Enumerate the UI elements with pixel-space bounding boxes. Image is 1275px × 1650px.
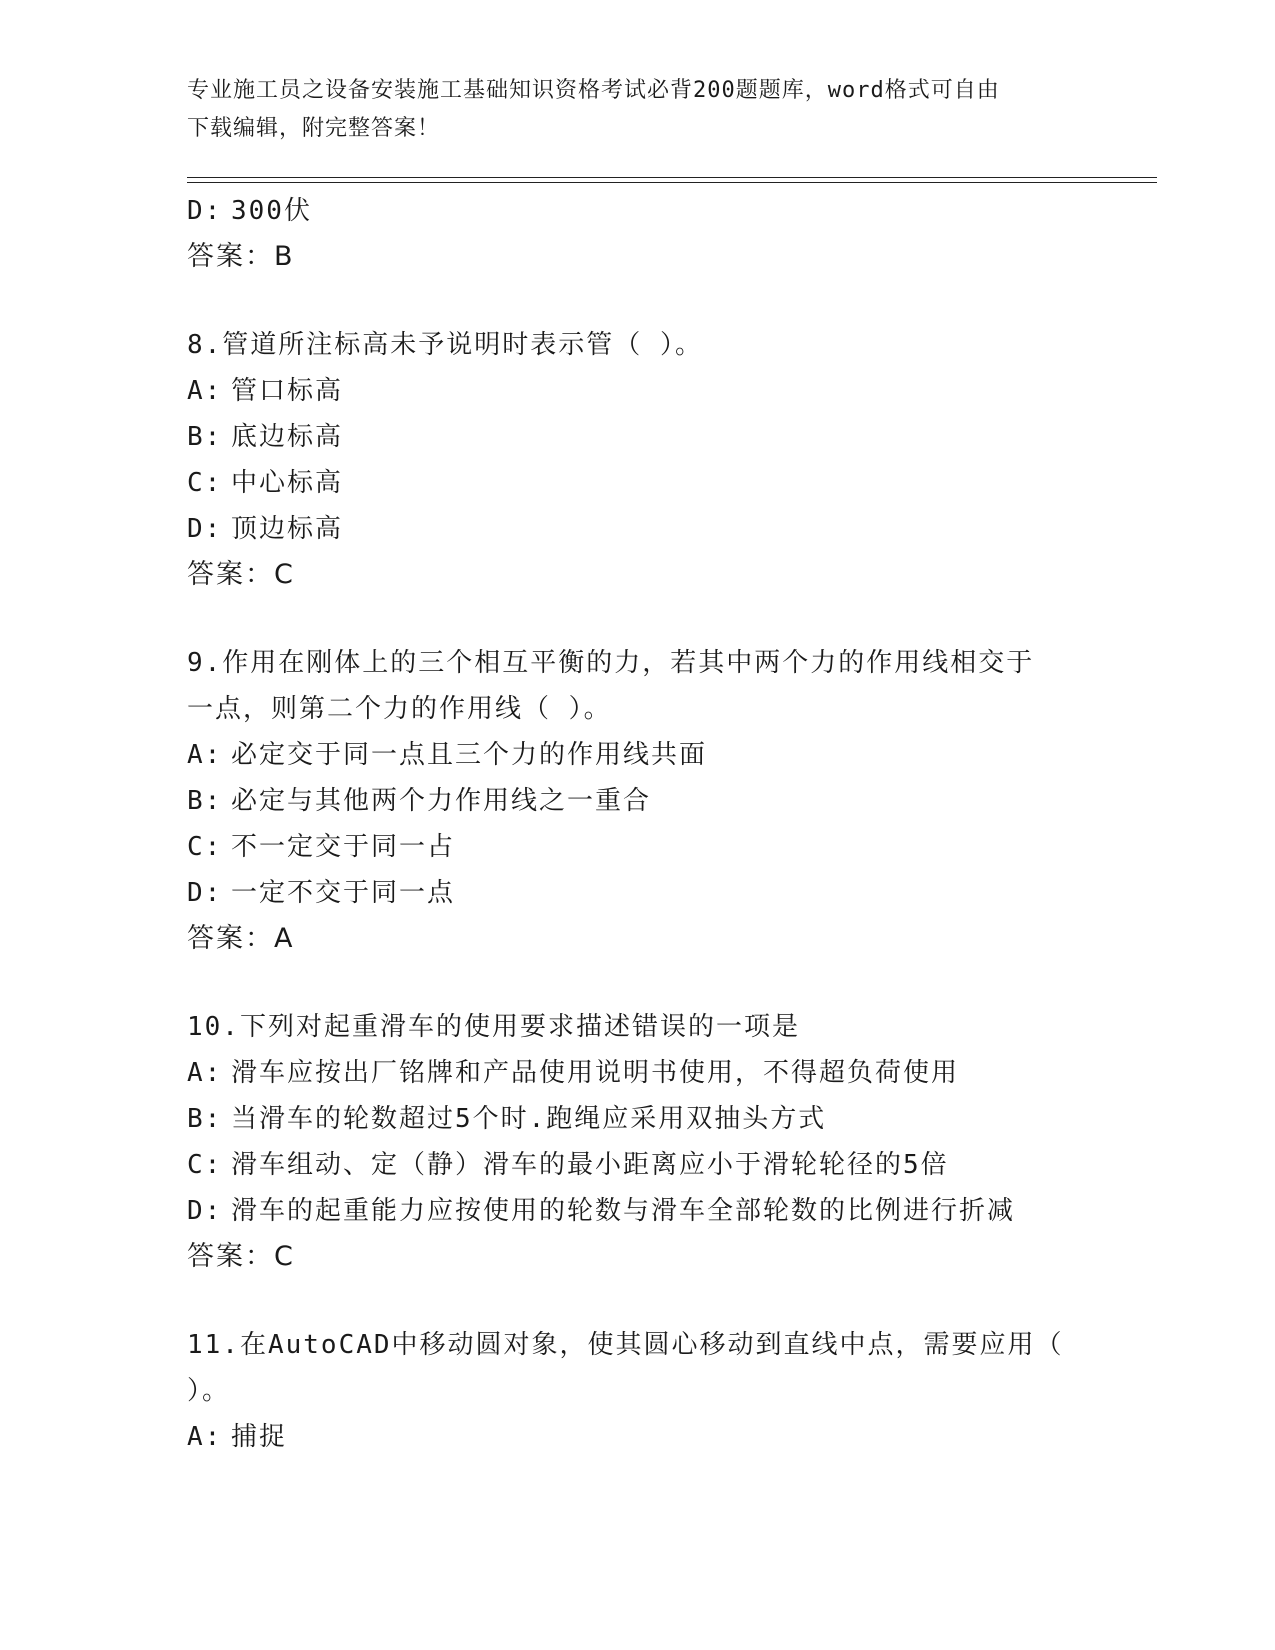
answer-line: 答案：C xyxy=(187,559,295,590)
option-text: 滑车应按出厂铭牌和产品使用说明书使用，不得超负荷使用 xyxy=(231,1058,960,1088)
option-d xyxy=(187,870,1067,916)
question-stem: 10.下列对起重滑车的使用要求描述错误的一项是 xyxy=(187,1012,800,1042)
option-label: A: xyxy=(187,376,223,406)
option-label: D: xyxy=(187,196,223,226)
option-text: 必定与其他两个力作用线之一重合 xyxy=(231,786,652,816)
option-d xyxy=(187,506,1067,552)
option-label: B: xyxy=(187,1104,223,1134)
question-stem-continued: 一点，则第二个力的作用线（ ）。 xyxy=(187,694,612,724)
question-9 xyxy=(187,640,1067,962)
question-stem: 9.作用在刚体上的三个相互平衡的力，若其中两个力的作用线相交于 xyxy=(187,648,1035,678)
option-text: 管口标高 xyxy=(231,376,344,406)
header-line-2: 下载编辑，附完整答案！ xyxy=(187,116,441,141)
answer-line: 答案：A xyxy=(187,923,295,954)
option-c xyxy=(187,1142,1067,1188)
option-text: 300伏 xyxy=(231,196,312,226)
option-label: A: xyxy=(187,1058,223,1088)
option-label: A: xyxy=(187,1422,223,1452)
option-label: B: xyxy=(187,422,223,452)
option-a xyxy=(187,732,1067,778)
question-10 xyxy=(187,1004,1067,1280)
question-stem: 8.管道所注标高未予说明时表示管（ ）。 xyxy=(187,330,703,360)
option-label: B: xyxy=(187,786,223,816)
option-label: D: xyxy=(187,1196,223,1226)
document-header xyxy=(187,72,1087,148)
header-divider-bottom xyxy=(187,182,1157,183)
option-a xyxy=(187,1050,1067,1096)
option-b xyxy=(187,1096,1067,1142)
option-label: C: xyxy=(187,832,223,862)
header-line-1: 专业施工员之设备安装施工基础知识资格考试必背200题题库，word格式可自由 xyxy=(187,78,1000,103)
question-stem: 11.在AutoCAD中移动圆对象，使其圆心移动到直线中点，需要应用（ xyxy=(187,1330,1064,1360)
option-text: 滑车组动、定（静）滑车的最小距离应小于滑轮轮径的5倍 xyxy=(231,1150,949,1180)
option-text: 必定交于同一点且三个力的作用线共面 xyxy=(231,740,708,770)
option-label: C: xyxy=(187,468,223,498)
option-text: 当滑车的轮数超过5个时.跑绳应采用双抽头方式 xyxy=(231,1104,827,1134)
answer-line: 答案：B xyxy=(187,241,295,272)
option-label: D: xyxy=(187,878,223,908)
option-text: 中心标高 xyxy=(231,468,344,498)
question-11 xyxy=(187,1322,1067,1460)
option-text: 不一定交于同一占 xyxy=(231,832,456,862)
option-c xyxy=(187,460,1067,506)
option-label: D: xyxy=(187,514,223,544)
option-label: A: xyxy=(187,740,223,770)
question-8 xyxy=(187,322,1067,598)
option-text: 顶边标高 xyxy=(231,514,344,544)
question-stem-continued: ）。 xyxy=(187,1376,231,1406)
option-d xyxy=(187,1188,1067,1234)
option-d xyxy=(187,188,1067,234)
option-text: 滑车的起重能力应按使用的轮数与滑车全部轮数的比例进行折减 xyxy=(231,1196,1016,1226)
option-a xyxy=(187,368,1067,414)
option-text: 捕捉 xyxy=(231,1422,288,1452)
option-b xyxy=(187,414,1067,460)
option-text: 一定不交于同一点 xyxy=(231,878,456,908)
option-a xyxy=(187,1414,1067,1460)
option-text: 底边标高 xyxy=(231,422,344,452)
document-body xyxy=(187,188,1067,1460)
option-c xyxy=(187,824,1067,870)
option-label: C: xyxy=(187,1150,223,1180)
answer-line: 答案：C xyxy=(187,1241,295,1272)
header-divider-top xyxy=(187,177,1157,178)
option-b xyxy=(187,778,1067,824)
